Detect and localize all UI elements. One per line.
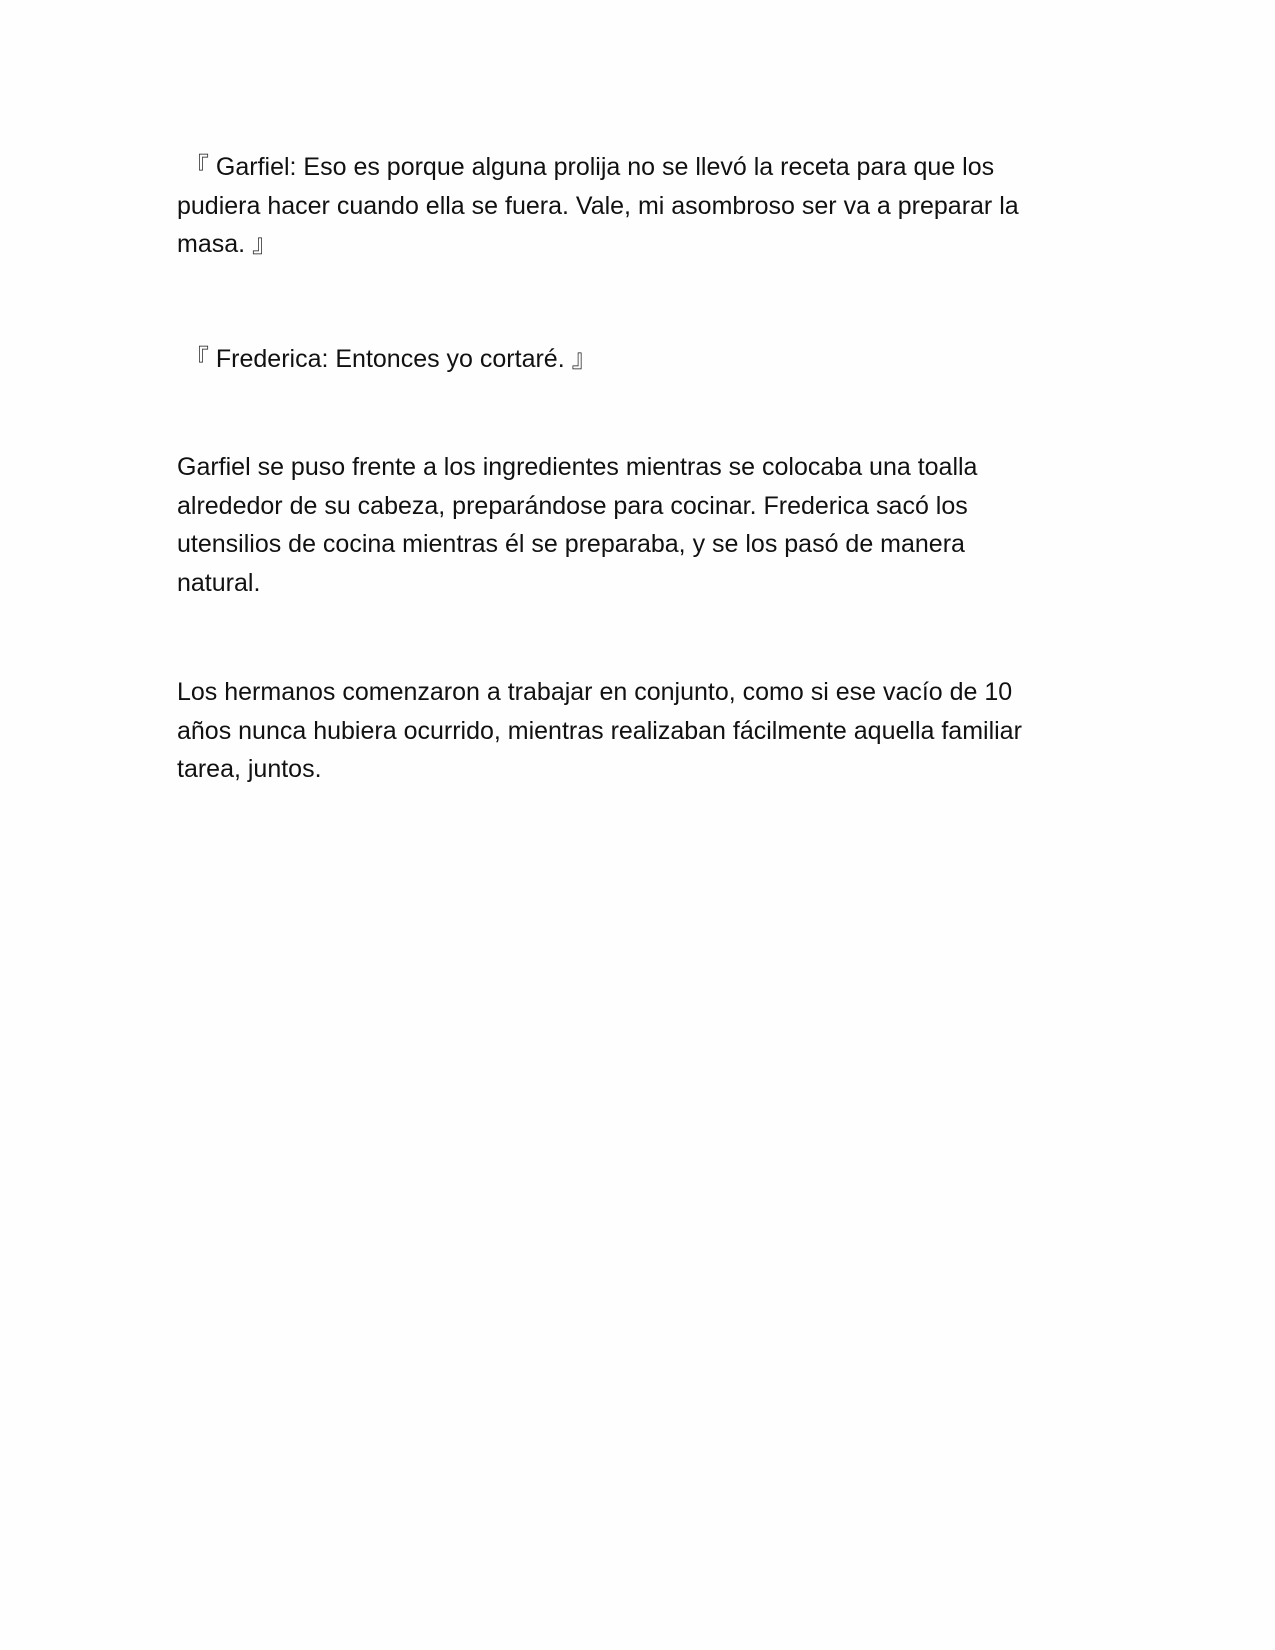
paragraph-narration-siblings xyxy=(177,673,1107,789)
text-line: utensilios de cocina mientras él se preparaba, y se los pasó de manera xyxy=(177,530,965,558)
text-line: 『 Frederica: Entonces yo cortaré. 』 xyxy=(177,345,597,373)
paragraph-narration-cooking xyxy=(177,448,1107,602)
paragraph-garfiel-dialogue xyxy=(177,148,1107,264)
text-line: natural. xyxy=(177,568,261,597)
text-line: años nunca hubiera ocurrido, mientras realizaban fácilmente aquella familiar xyxy=(177,716,1022,745)
text-line: tarea, juntos. xyxy=(177,755,322,783)
text-line: masa. 』 xyxy=(177,230,278,258)
text-line: alrededor de su cabeza, preparándose para cocinar. Frederica sacó los xyxy=(177,491,968,520)
text-line: pudiera hacer cuando ella se fuera. Vale, mi asombroso ser va a preparar la xyxy=(177,191,1019,220)
text-line: 『 Garfiel: Eso es porque alguna prolija no se llevó la receta para que los xyxy=(177,153,995,181)
paragraph-frederica-dialogue xyxy=(177,340,1107,379)
text-line: Garfiel se puso frente a los ingredientes mientras se colocaba una toalla xyxy=(177,453,978,481)
text-line: Los hermanos comenzaron a trabajar en conjunto, como si ese vacío de 10 xyxy=(177,678,1013,706)
